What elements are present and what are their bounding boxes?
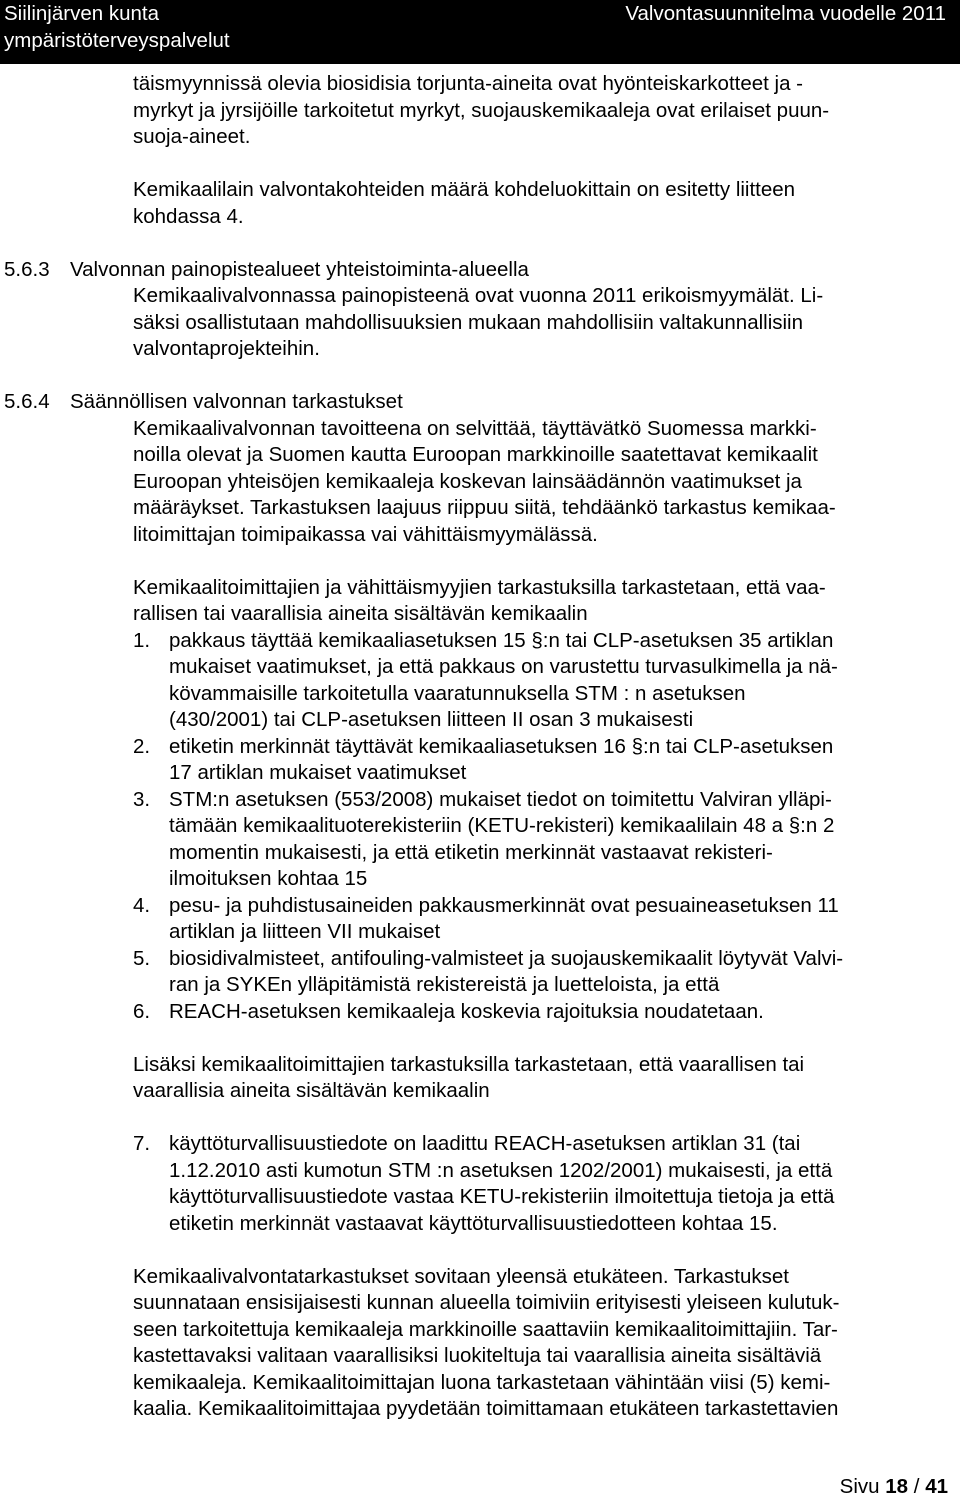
targets-paragraph: [133, 177, 953, 230]
page-total: 41: [925, 1475, 948, 1498]
list-number: 5.: [133, 946, 151, 970]
list-item: [133, 628, 955, 734]
text-line: käyttöturvallisuustiedote vastaa KETU-rekisteriin ilmoitettuja tietoja ja että: [169, 1185, 835, 1208]
text-line: rallisen tai vaarallisia aineita sisältävän kemikaalin: [133, 602, 588, 625]
section-title: Säännöllisen valvonnan tarkastukset: [70, 390, 403, 413]
text-line: suoja-aineet.: [133, 125, 251, 148]
text-line: litoimittajan toimipaikassa vai vähittäismyymälässä.: [133, 522, 598, 546]
text-line: täismyynnissä olevia biosidisia torjunta-aineita ovat hyönteiskarkotteet ja -: [133, 72, 804, 95]
header-department: ympäristöterveyspalvelut: [4, 29, 230, 52]
additional-paragraph: [133, 1052, 953, 1105]
intro-paragraph: [133, 71, 953, 151]
header-municipality: Siilinjärven kunta: [4, 2, 159, 25]
text-line: ilmoituksen kohtaa 15: [169, 867, 368, 890]
section-5-6-4-body: [133, 416, 953, 549]
text-line: suunnataan ensisijaisesti kunnan alueella toimiviin erityisesti yleiseen kulutuk-: [133, 1291, 840, 1314]
text-line: määräykset. Tarkastuksen laajuus riippuu siitä, tehdäänkö tarkastus kemikaa-: [133, 496, 836, 519]
text-line: Kemikaalilain valvontakohteiden määrä kohdeluokittain on esitetty liitteen: [133, 178, 796, 201]
final-paragraph: [133, 1264, 953, 1423]
list-number: 7.: [133, 1132, 151, 1155]
text-line: kemikaaleja. Kemikaalitoimittajan luona tarkastetaan vähintään viisi (5) kemi-: [133, 1370, 831, 1394]
text-line: Kemikaalitoimittajien ja vähittäismyyjien tarkastuksilla tarkastetaan, että vaa-: [133, 575, 826, 599]
text-line: myrkyt ja jyrsijöille tarkoitetut myrkyt, suojauskemikaaleja ovat erilaiset puun-: [133, 98, 830, 122]
text-line: 1.12.2010 asti kumotun STM :n asetuksen 1202/2001) mukaisesti, ja että: [169, 1158, 833, 1182]
text-line: valvontaprojekteihin.: [133, 337, 320, 360]
header-document-title: Valvontasuunnitelma vuodelle 2011: [625, 2, 946, 25]
text-line: (430/2001) tai CLP-asetuksen liitteen II osan 3 mukaisesti: [169, 708, 694, 731]
section-heading-5-6-3: [4, 257, 954, 284]
page-header: [0, 0, 960, 64]
list-item: [133, 1131, 955, 1237]
page-label: Sivu: [839, 1475, 880, 1498]
text-line: kohdassa 4.: [133, 204, 244, 228]
list-number: 3.: [133, 787, 151, 811]
text-line: biosidivalmisteet, antifouling-valmisteet ja suojauskemikaalit löytyvät Valvi-: [169, 946, 844, 970]
text-line: Kemikaalivalvonnassa painopisteenä ovat vuonna 2011 erikoismyymälät. Li-: [133, 284, 824, 307]
page-number: [840, 1474, 948, 1500]
text-line: säksi osallistutaan mahdollisuuksien mukaan mahdollisiin valtakunnallisiin: [133, 310, 804, 334]
text-line: noilla olevat ja Suomen kautta Euroopan markkinoille saatettavat kemikaalit: [133, 443, 818, 466]
checklist-2: [0, 1131, 960, 1237]
text-line: pakkaus täyttää kemikaaliasetuksen 15 §:n tai CLP-asetuksen 35 artiklan: [169, 628, 834, 652]
text-line: Euroopan yhteisöjen kemikaaleja koskevan lainsäädännön vaatimukset ja: [133, 469, 802, 493]
text-line: ran ja SYKEn ylläpitämistä rekistereistä ja luetteloista, ja että: [169, 973, 720, 996]
list-number: 2.: [133, 734, 151, 758]
page-current: 18: [885, 1475, 909, 1498]
checks-paragraph: [133, 575, 953, 628]
list-item: [133, 734, 955, 787]
text-line: Lisäksi kemikaalitoimittajien tarkastuksilla tarkastetaan, että vaarallisen tai: [133, 1052, 805, 1076]
text-line: 17 artiklan mukaiset vaatimukset: [169, 761, 467, 784]
text-line: momentin mukaisesti, ja että etiketin merkinnät vastaavat rekisteri-: [169, 840, 773, 864]
checklist: [0, 628, 960, 1026]
list-number: 4.: [133, 893, 151, 917]
section-number: 5.6.3: [4, 257, 50, 281]
text-line: tämään kemikaalituoterekisteriin (KETU-rekisteri) kemikaalilain 48 a §:n 2: [169, 814, 835, 837]
text-line: STM:n asetuksen (553/2008) mukaiset tiedot on toimitettu Valviran ylläpi-: [169, 787, 832, 811]
text-line: mukaiset vaatimukset, ja että pakkaus on varustettu turvasulkimella ja nä-: [169, 655, 838, 678]
text-line: Kemikaalivalvonnan tavoitteena on selvittää, täyttävätkö Suomessa markki-: [133, 416, 817, 440]
list-number: 6.: [133, 999, 151, 1023]
section-number: 5.6.4: [4, 390, 50, 413]
list-item: [133, 787, 955, 893]
text-line: kaalia. Kemikaalitoimittajaa pyydetään toimittamaan etukäteen tarkastettavien: [133, 1397, 839, 1420]
list-item: [133, 893, 955, 946]
text-line: pesu- ja puhdistusaineiden pakkausmerkinnät ovat pesuaineasetuksen 11: [169, 893, 839, 917]
text-line: Kemikaalivalvontatarkastukset sovitaan yleensä etukäteen. Tarkastukset: [133, 1264, 789, 1288]
text-line: seen tarkoitettuja kemikaaleja markkinoille saattaviin kemikaalitoimittajiin. Tar-: [133, 1317, 838, 1341]
text-line: artiklan ja liitteen VII mukaiset: [169, 920, 441, 943]
text-line: kastettavaksi valitaan vaarallisiksi luokiteltuja tai vaarallisia aineita sisältäviä: [133, 1344, 822, 1367]
text-line: käyttöturvallisuustiedote on laadittu REACH-asetuksen artiklan 31 (tai: [169, 1132, 801, 1155]
text-line: etiketin merkinnät täyttävät kemikaaliasetuksen 16 §:n tai CLP-asetuksen: [169, 734, 834, 758]
text-line: etiketin merkinnät vastaavat käyttöturvallisuustiedotteen kohtaa 15.: [169, 1211, 778, 1235]
text-line: kövammaisille tarkoitetulla vaaratunnuksella STM : n asetuksen: [169, 681, 746, 705]
document-body: [0, 64, 960, 1423]
list-item: [133, 946, 955, 999]
text-line: REACH-asetuksen kemikaaleja koskevia rajoituksia noudatetaan.: [169, 999, 764, 1023]
list-number: 1.: [133, 628, 151, 652]
section-heading-5-6-4: [4, 389, 954, 416]
text-line: vaarallisia aineita sisältävän kemikaalin: [133, 1079, 490, 1102]
section-title: Valvonnan painopistealueet yhteistoiminta-alueella: [70, 257, 529, 281]
section-5-6-3-body: [133, 283, 953, 363]
page-separator: /: [913, 1475, 920, 1498]
list-item: [133, 999, 955, 1026]
